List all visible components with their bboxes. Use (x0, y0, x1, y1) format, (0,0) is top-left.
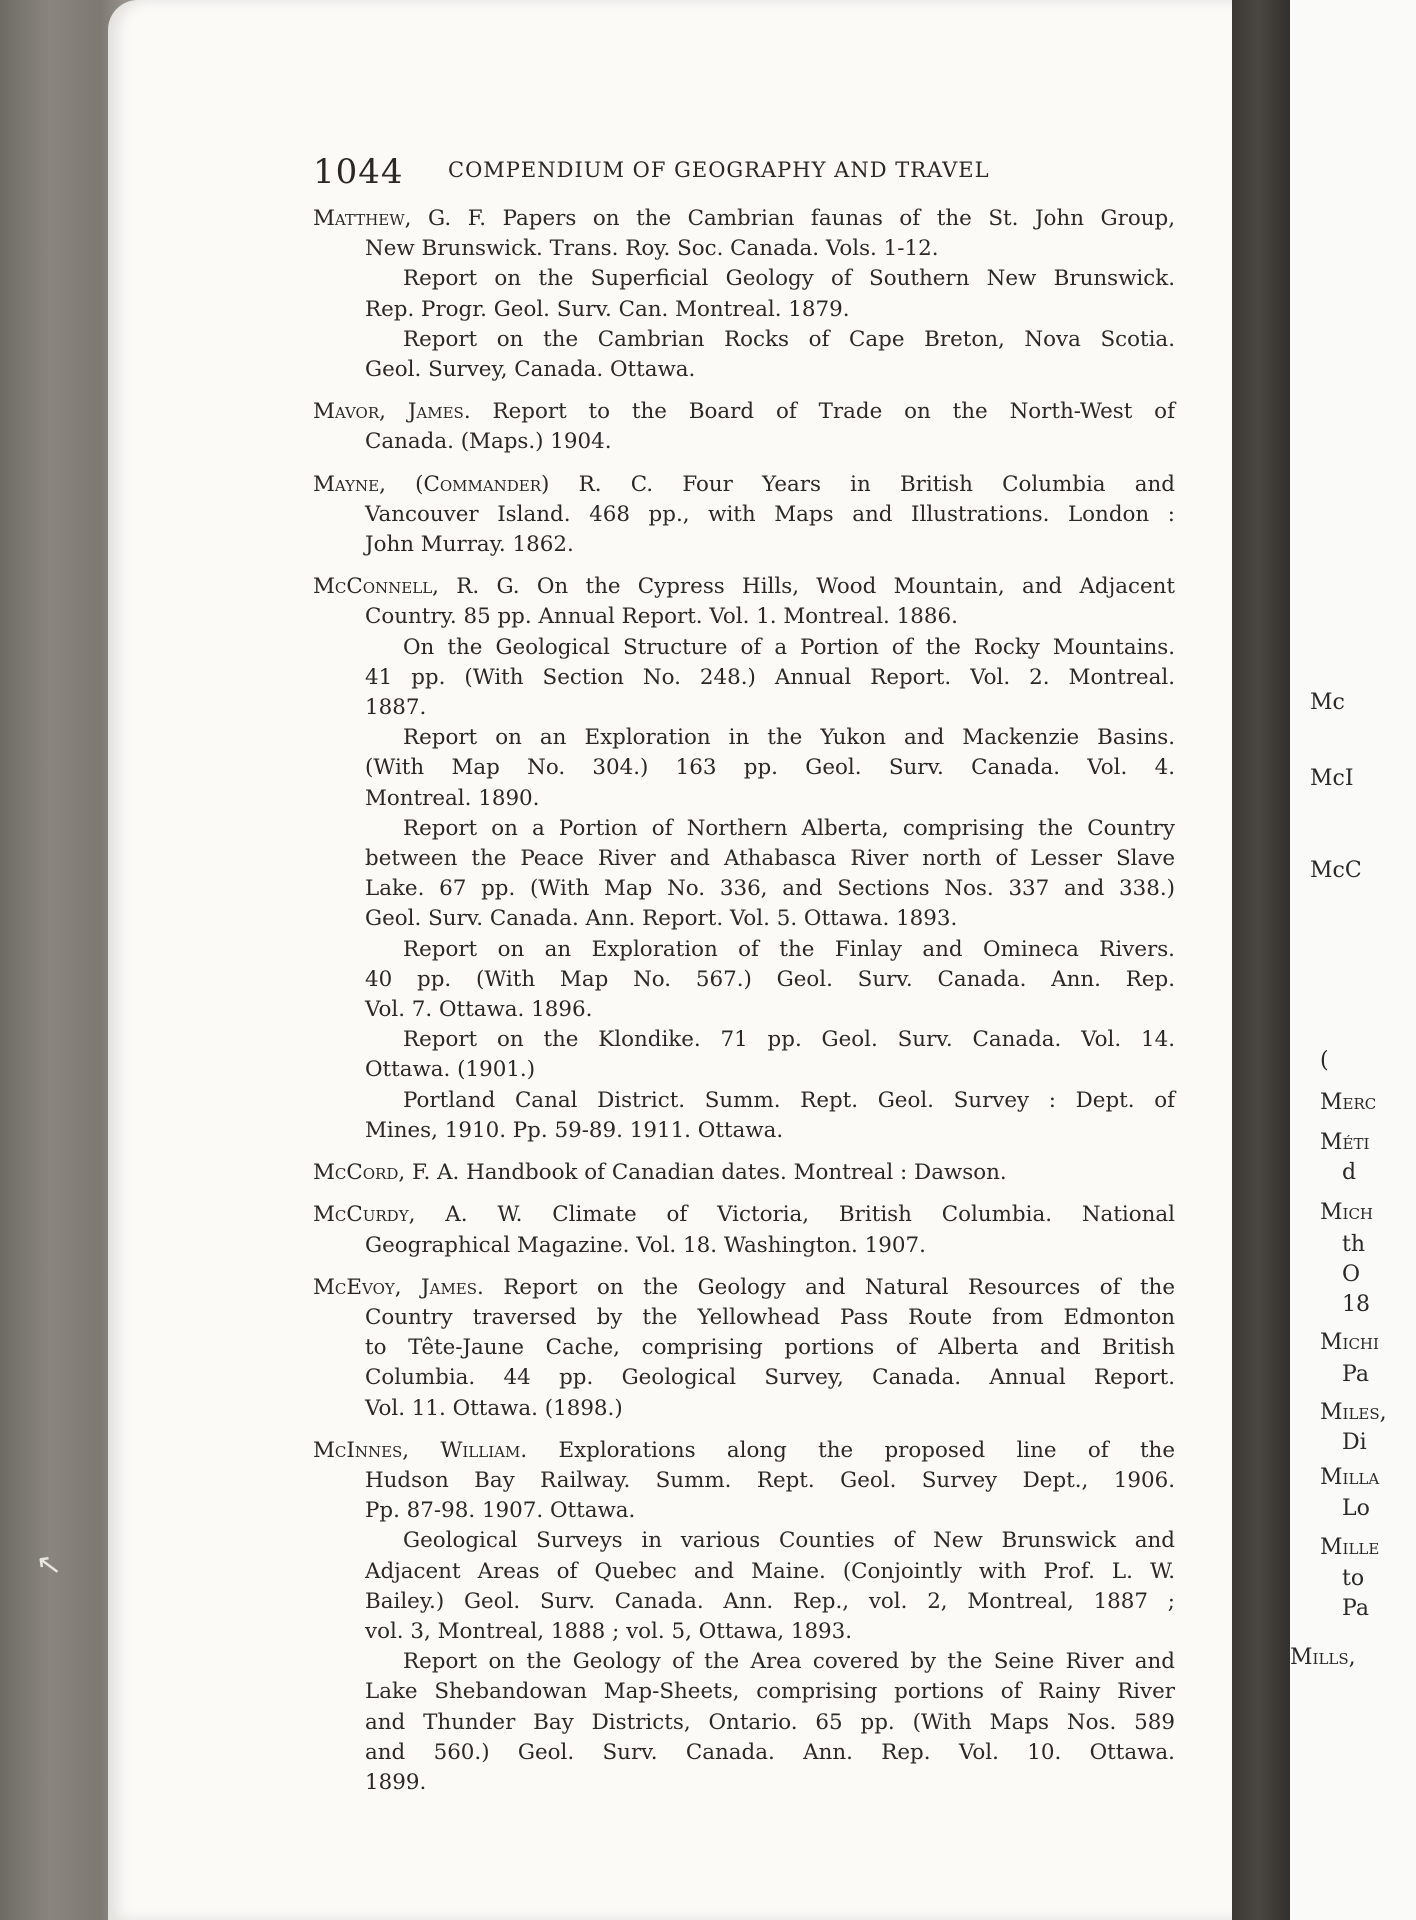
facing-page-fragment: McI (1310, 766, 1354, 791)
entry-line: Report on an Exploration of the Finlay and Omineca Rivers. (403, 936, 1175, 962)
entry-first-line (313, 204, 1175, 234)
facing-page-fragment: d (1342, 1160, 1357, 1185)
entry-line: Geol. Surv. Canada. Ann. Report. Vol. 5. Ottawa. 1893. (365, 906, 958, 932)
entry-text: On the Cypress Hills, Wood Mountain, and Adjacent (536, 574, 1175, 600)
bibliography-entry (313, 397, 1175, 457)
entry-line: Geological Surveys in various Counties of New Brunswick and (403, 1528, 1175, 1554)
bibliography-entry (313, 1158, 1175, 1188)
entry-line: and Thunder Bay Districts, Ontario. 65 pp. (With Maps Nos. 589 (365, 1709, 1175, 1735)
entry-line: 40 pp. (With Map No. 567.) Geol. Surv. Canada. Ann. Rep. (365, 966, 1175, 992)
entry-first-line (313, 1200, 1175, 1230)
entry-line: 41 pp. (With Section No. 248.) Annual Report. Vol. 2. Montreal. (365, 664, 1175, 690)
entry-text: Report on the Geology and Natural Resources of the (503, 1274, 1175, 1300)
entry-text: Explorations along the proposed line of the (558, 1437, 1175, 1463)
facing-page-fragment: th (1342, 1232, 1366, 1257)
author-name: Matthew, G. F. (313, 206, 486, 231)
entry-line: Pp. 87-98. 1907. Ottawa. (365, 1498, 636, 1524)
entry-line: Lake. 67 pp. (With Map No. 336, and Sections Nos. 337 and 338.) (365, 876, 1175, 902)
facing-page-fragment: Merc (1320, 1090, 1377, 1115)
entry-line: Montreal. 1890. (365, 785, 540, 811)
entry-line: Mines, 1910. Pp. 59-89. 1911. Ottawa. (365, 1117, 784, 1143)
entry-text: Report to the Board of Trade on the North-West of (492, 399, 1175, 425)
entry-first-line (313, 1436, 1175, 1466)
facing-page-fragment: O (1342, 1262, 1361, 1287)
entry-first-line (313, 1158, 1175, 1188)
entry-line: Geol. Survey, Canada. Ottawa. (365, 357, 696, 383)
running-head (313, 152, 1175, 204)
entry-line: Country traversed by the Yellowhead Pass Route from Edmonton (365, 1304, 1175, 1330)
facing-page-fragment: to (1342, 1566, 1365, 1591)
author-name: McCurdy, A. W. (313, 1202, 523, 1228)
facing-page (1290, 0, 1416, 1920)
entry-line: Lake Shebandowan Map-Sheets, comprising portions of Rainy River (365, 1679, 1175, 1705)
facing-page-fragment: Miles, (1320, 1400, 1387, 1425)
entry-line: Portland Canal District. Summ. Rept. Geol. Survey : Dept. of (403, 1087, 1175, 1113)
bibliography-entry (313, 1273, 1175, 1424)
author-name: McConnell, R. G. (313, 574, 520, 600)
entry-line: Geographical Magazine. Vol. 18. Washington. 1907. (365, 1232, 926, 1258)
entry-line: 1887. (365, 695, 427, 721)
page-number: 1044 (313, 152, 404, 192)
entry-line: between the Peace River and Athabasca River north of Lesser Slave (365, 846, 1175, 872)
entry-line: Report on the Superficial Geology of Southern New Brunswick. (403, 266, 1175, 292)
author-name: McEvoy, James. (313, 1274, 484, 1300)
entry-line: Vancouver Island. 468 pp., with Maps and Illustrations. London : (365, 501, 1175, 527)
entry-first-line (313, 1273, 1175, 1303)
entry-line: Report on the Cambrian Rocks of Cape Breton, Nova Scotia. (403, 326, 1175, 352)
author-name: Mayne, (Commander) R. C. (313, 471, 654, 497)
entry-line: Country. 85 pp. Annual Report. Vol. 1. Montreal. 1886. (365, 604, 958, 630)
entry-text: Papers on the Cambrian faunas of the St. John Group, (502, 206, 1175, 231)
entry-first-line (313, 572, 1175, 602)
entry-line: Report on the Geology of the Area covered by the Seine River and (403, 1649, 1175, 1675)
entry-line: Hudson Bay Railway. Summ. Rept. Geol. Survey Dept., 1906. (365, 1467, 1175, 1493)
entry-line: 1899. (365, 1769, 427, 1795)
entry-first-line (313, 397, 1175, 427)
bibliography-entries (313, 204, 1175, 1798)
entry-line: Columbia. 44 pp. Geological Survey, Canada. Annual Report. (365, 1365, 1175, 1391)
entry-line: and 560.) Geol. Surv. Canada. Ann. Rep. Vol. 10. Ottawa. (365, 1739, 1175, 1765)
author-name: McInnes, William. (313, 1437, 528, 1463)
facing-page-fragment: 18 (1342, 1292, 1370, 1317)
facing-page-fragment: Michi (1320, 1330, 1379, 1355)
entry-line: Report on a Portion of Northern Alberta, comprising the Country (403, 815, 1175, 841)
margin-ink-mark: ↖ (33, 1546, 64, 1585)
book-gutter (1232, 0, 1298, 1920)
facing-page-fragment: Milla (1320, 1465, 1380, 1490)
running-header-title: COMPENDIUM OF GEOGRAPHY AND TRAVEL (448, 158, 990, 182)
bibliography-entry (313, 572, 1175, 1146)
facing-page-fragment: Mills, (1290, 1645, 1356, 1670)
facing-page-fragment: ( (1320, 1048, 1329, 1073)
entry-line: Adjacent Areas of Quebec and Maine. (Conjointly with Prof. L. W. (365, 1558, 1175, 1584)
entry-line: John Murray. 1862. (365, 532, 574, 558)
facing-page-fragment: McC (1310, 858, 1362, 883)
facing-page-fragment: Lo (1342, 1496, 1370, 1521)
facing-page-fragment: Pa (1342, 1596, 1369, 1621)
facing-page-fragment: Méti (1320, 1130, 1370, 1155)
entry-line: New Brunswick. Trans. Roy. Soc. Canada. Vols. 1-12. (365, 236, 939, 262)
entry-text: Climate of Victoria, British Columbia. National (552, 1202, 1175, 1228)
bibliography-entry (313, 1436, 1175, 1798)
entry-text: Four Years in British Columbia and (682, 471, 1175, 497)
facing-page-fragment: Mille (1320, 1535, 1380, 1560)
entry-line: Canada. (Maps.) 1904. (365, 429, 612, 455)
facing-page-fragment: Pa (1342, 1362, 1369, 1387)
entry-line: Report on an Exploration in the Yukon and Mackenzie Basins. (403, 725, 1175, 751)
entry-line: (With Map No. 304.) 163 pp. Geol. Surv. Canada. Vol. 4. (365, 755, 1175, 781)
facing-page-fragment: Mich (1320, 1200, 1374, 1225)
entry-line: Report on the Klondike. 71 pp. Geol. Surv. Canada. Vol. 14. (403, 1027, 1175, 1053)
entry-line: On the Geological Structure of a Portion of the Rocky Mountains. (403, 634, 1175, 660)
bibliography-entry (313, 204, 1175, 385)
bibliography-entry (313, 470, 1175, 561)
entry-line: Bailey.) Geol. Surv. Canada. Ann. Rep., vol. 2, Montreal, 1887 ; (365, 1588, 1175, 1614)
entry-line: Vol. 11. Ottawa. (1898.) (365, 1395, 623, 1421)
author-name: McCord, F. A. (313, 1160, 460, 1186)
author-name: Mavor, James. (313, 399, 471, 425)
entry-line: vol. 3, Montreal, 1888 ; vol. 5, Ottawa, 1893. (365, 1618, 853, 1644)
entry-line: Vol. 7. Ottawa. 1896. (365, 997, 593, 1023)
entry-line: Rep. Progr. Geol. Surv. Can. Montreal. 1879. (365, 296, 850, 322)
entry-first-line (313, 470, 1175, 500)
page-content (313, 152, 1175, 1810)
entry-line: Ottawa. (1901.) (365, 1057, 536, 1083)
facing-page-fragment: Mc (1310, 690, 1345, 715)
bibliography-entry (313, 1200, 1175, 1260)
entry-line: to Tête-Jaune Cache, comprising portions of Alberta and British (365, 1335, 1175, 1361)
facing-page-fragment: Di (1342, 1430, 1367, 1455)
entry-text: Handbook of Canadian dates. Montreal : Dawson. (466, 1160, 1007, 1186)
